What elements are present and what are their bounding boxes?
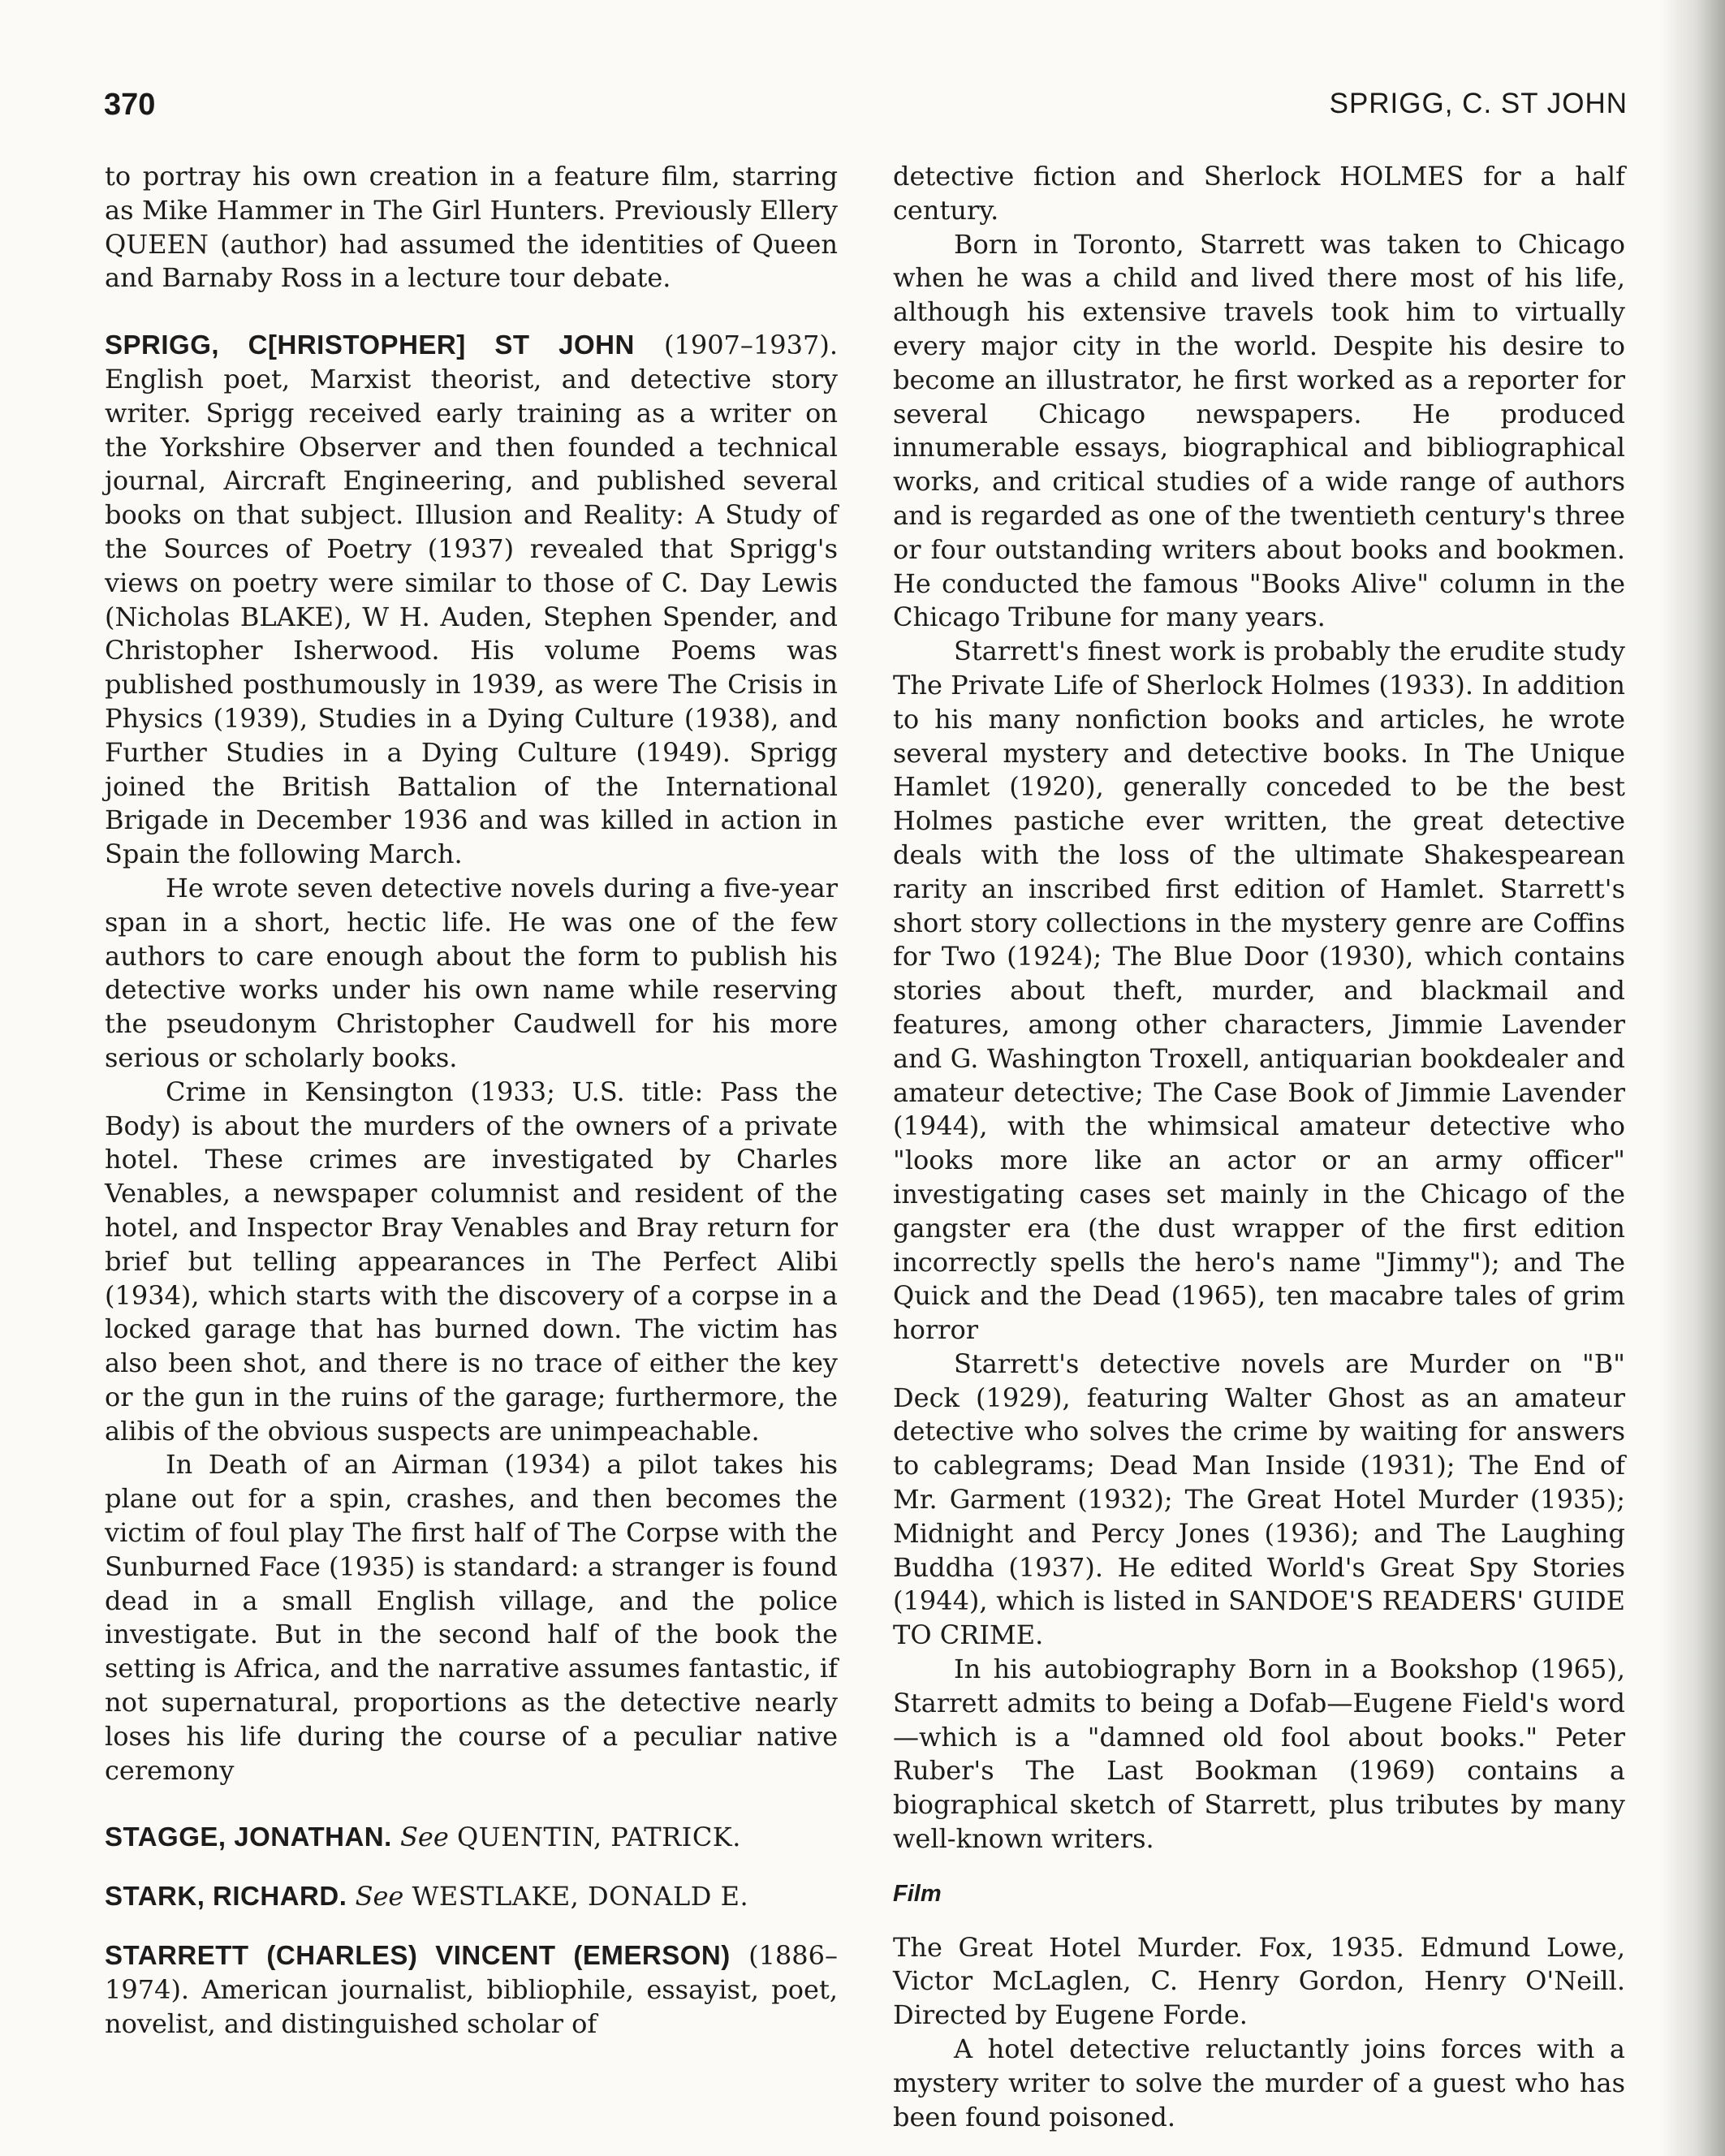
cross-reference: WESTLAKE, DONALD E. xyxy=(412,1881,749,1912)
film-heading: Film xyxy=(893,1880,942,1907)
headword-starrett: STARRETT (CHARLES) VINCENT (EMERSON) xyxy=(105,1940,731,1971)
starrett-paragraph-4: Starrett's detective novels are Murder on "B" Deck (1929), featuring Walter Ghost as an amateur detective who solves the crime by waiting for answers to cablegrams; Dead Man Inside (1931); The End of Mr. Garment (1932); The Great Hotel Murder (1935); Midnight and Percy Jones (1936); and The Laughing Buddha (1937). He edited World's Great Spy Stories (1944), which is listed in SANDOE'S READERS' GUIDE TO CRIME. xyxy=(893,1348,1625,1651)
starrett-paragraph-1: (1886–1974). American journalist, bibliophile, essayist, poet, novelist, and distinguished scholar of xyxy=(105,1940,839,2039)
entry-stark xyxy=(105,1879,838,1914)
cross-reference: QUENTIN, PATRICK. xyxy=(456,1822,741,1853)
film-paragraph-2: A hotel detective reluctantly joins forces with a mystery writer to solve the murder of a guest who has been found poisoned. xyxy=(893,2033,1625,2132)
page-number: 370 xyxy=(104,88,156,122)
page-edge-shadow xyxy=(1660,0,1725,2156)
see-label: See xyxy=(355,1881,404,1912)
entry-starrett xyxy=(105,1938,838,2041)
see-label: See xyxy=(399,1822,449,1853)
headword-stagge: STAGGE, JONATHAN. xyxy=(105,1822,392,1852)
headword-sprigg: SPRIGG, C[HRISTOPHER] ST JOHN xyxy=(105,330,635,360)
right-column xyxy=(893,160,1625,2134)
film-paragraph-1: The Great Hotel Murder. Fox, 1935. Edmund Lowe, Victor McLaglen, C. Henry Gordon, Henry O'Neill. Directed by Eugene Forde. xyxy=(893,1931,1625,2031)
starrett-paragraph-2: Born in Toronto, Starrett was taken to Chicago when he was a child and lived there most of his life, although his extensive travels took him to virtually every major city in the world. Despite his desire to become an illustrator, he first worked as a reporter for several Chicago newspapers. He produced innumerable essays, biographical and bibliographical works, and critical studies of a wide range of authors and is regarded as one of the twentieth century's three or four outstanding writers about books and bookmen. He conducted the famous "Books Alive" column in the Chicago Tribune for many years. xyxy=(893,228,1625,633)
sprigg-paragraph-4: In Death of an Airman (1934) a pilot takes his plane out for a spin, crashes, and then becomes the victim of foul play The first half of The Corpse with the Sunburned Face (1935) is standard: a stranger is found dead in a small English village, and the police investigate. But in the second half of the book the setting is Africa, and the narrative assumes fantastic, if not supernatural, proportions as the detective nearly loses his life during the course of a peculiar native ceremony xyxy=(105,1449,838,1786)
entry-sprigg xyxy=(105,328,838,872)
running-head: SPRIGG, C. ST JOHN xyxy=(1329,88,1628,119)
sprigg-paragraph-2: He wrote seven detective novels during a five-year span in a short, hectic life. He was one of the few authors to care enough about the form to publish his detective works under his own name while reserving the pseudonym Christopher Caudwell for his more serious or scholarly books. xyxy=(105,872,838,1073)
starrett-paragraph-continued: detective fiction and Sherlock HOLMES for a half century. xyxy=(893,161,1625,226)
sprigg-paragraph-3: Crime in Kensington (1933; U.S. title: Pass the Body) is about the murders of the owners of a private hotel. These crimes are investigated by Charles Venables, a newspaper columnist and resident of the hotel, and Inspector Bray Venables and Bray return for brief but telling appearances in The Perfect Alibi (1934), which starts with the discovery of a corpse in a locked garage that has burned down. The victim has also been shot, and there is no trace of either the key or the gun in the ruins of the garage; furthermore, the alibis of the obvious suspects are unimpeachable. xyxy=(105,1076,838,1447)
left-column xyxy=(105,160,838,2041)
headword-stark: STARK, RICHARD. xyxy=(105,1881,347,1912)
sprigg-paragraph-1: (1907–1937). English poet, Marxist theorist, and detective story writer. Sprigg received early training as a writer on the Yorkshire Observer and then founded a technical journal, Aircraft Engineering, and published several books on that subject. Illusion and Reality: A Study of the Sources of Poetry (1937) revealed that Sprigg's views on poetry were similar to those of C. Day Lewis (Nicholas BLAKE), W H. Auden, Stephen Spender, and Christopher Isherwood. His volume Poems was published posthumously in 1939, as were The Crisis in Physics (1939), Studies in a Dying Culture (1938), and Further Studies in a Dying Culture (1949). Sprigg joined the British Battalion of the International Brigade in December 1936 and was killed in action in Spain the following March. xyxy=(105,330,839,870)
starrett-paragraph-5: In his autobiography Born in a Bookshop (1965), Starrett admits to being a Dofab—Eugene Field's word—which is a "damned old fool about books." Peter Ruber's The Last Bookman (1969) contains a biographical sketch of Starrett, plus tributes by many well-known writers. xyxy=(893,1654,1625,1855)
continued-paragraph: to portray his own creation in a feature film, starring as Mike Hammer in The Girl Hunters. Previously Ellery QUEEN (author) had assumed the identities of Queen and Barnaby Ross in a lecture tour debate. xyxy=(105,161,838,294)
entry-stagge xyxy=(105,1820,838,1855)
starrett-paragraph-3: Starrett's finest work is probably the erudite study The Private Life of Sherlock Holmes (1933). In addition to his many nonfiction books and articles, he wrote several mystery and detective books. In The Unique Hamlet (1920), generally conceded to be the best Holmes pastiche ever written, the great detective deals with the loss of the ultimate Shakespearean rarity an inscribed first edition of Hamlet. Starrett's short story collections in the mystery genre are Coffins for Two (1924); The Blue Door (1930), which contains stories about theft, murder, and blackmail and features, among other characters, Jimmie Lavender and G. Washington Troxell, antiquarian bookdealer and amateur detective; The Case Book of Jimmie Lavender (1944), with the whimsical amateur detective who "looks more like an actor or an army officer" investigating cases set mainly in the Chicago of the gangster era (the dust wrapper of the first edition incorrectly spells the hero's name "Jimmy"); and The Quick and the Dead (1965), ten macabre tales of grim horror xyxy=(893,636,1625,1346)
